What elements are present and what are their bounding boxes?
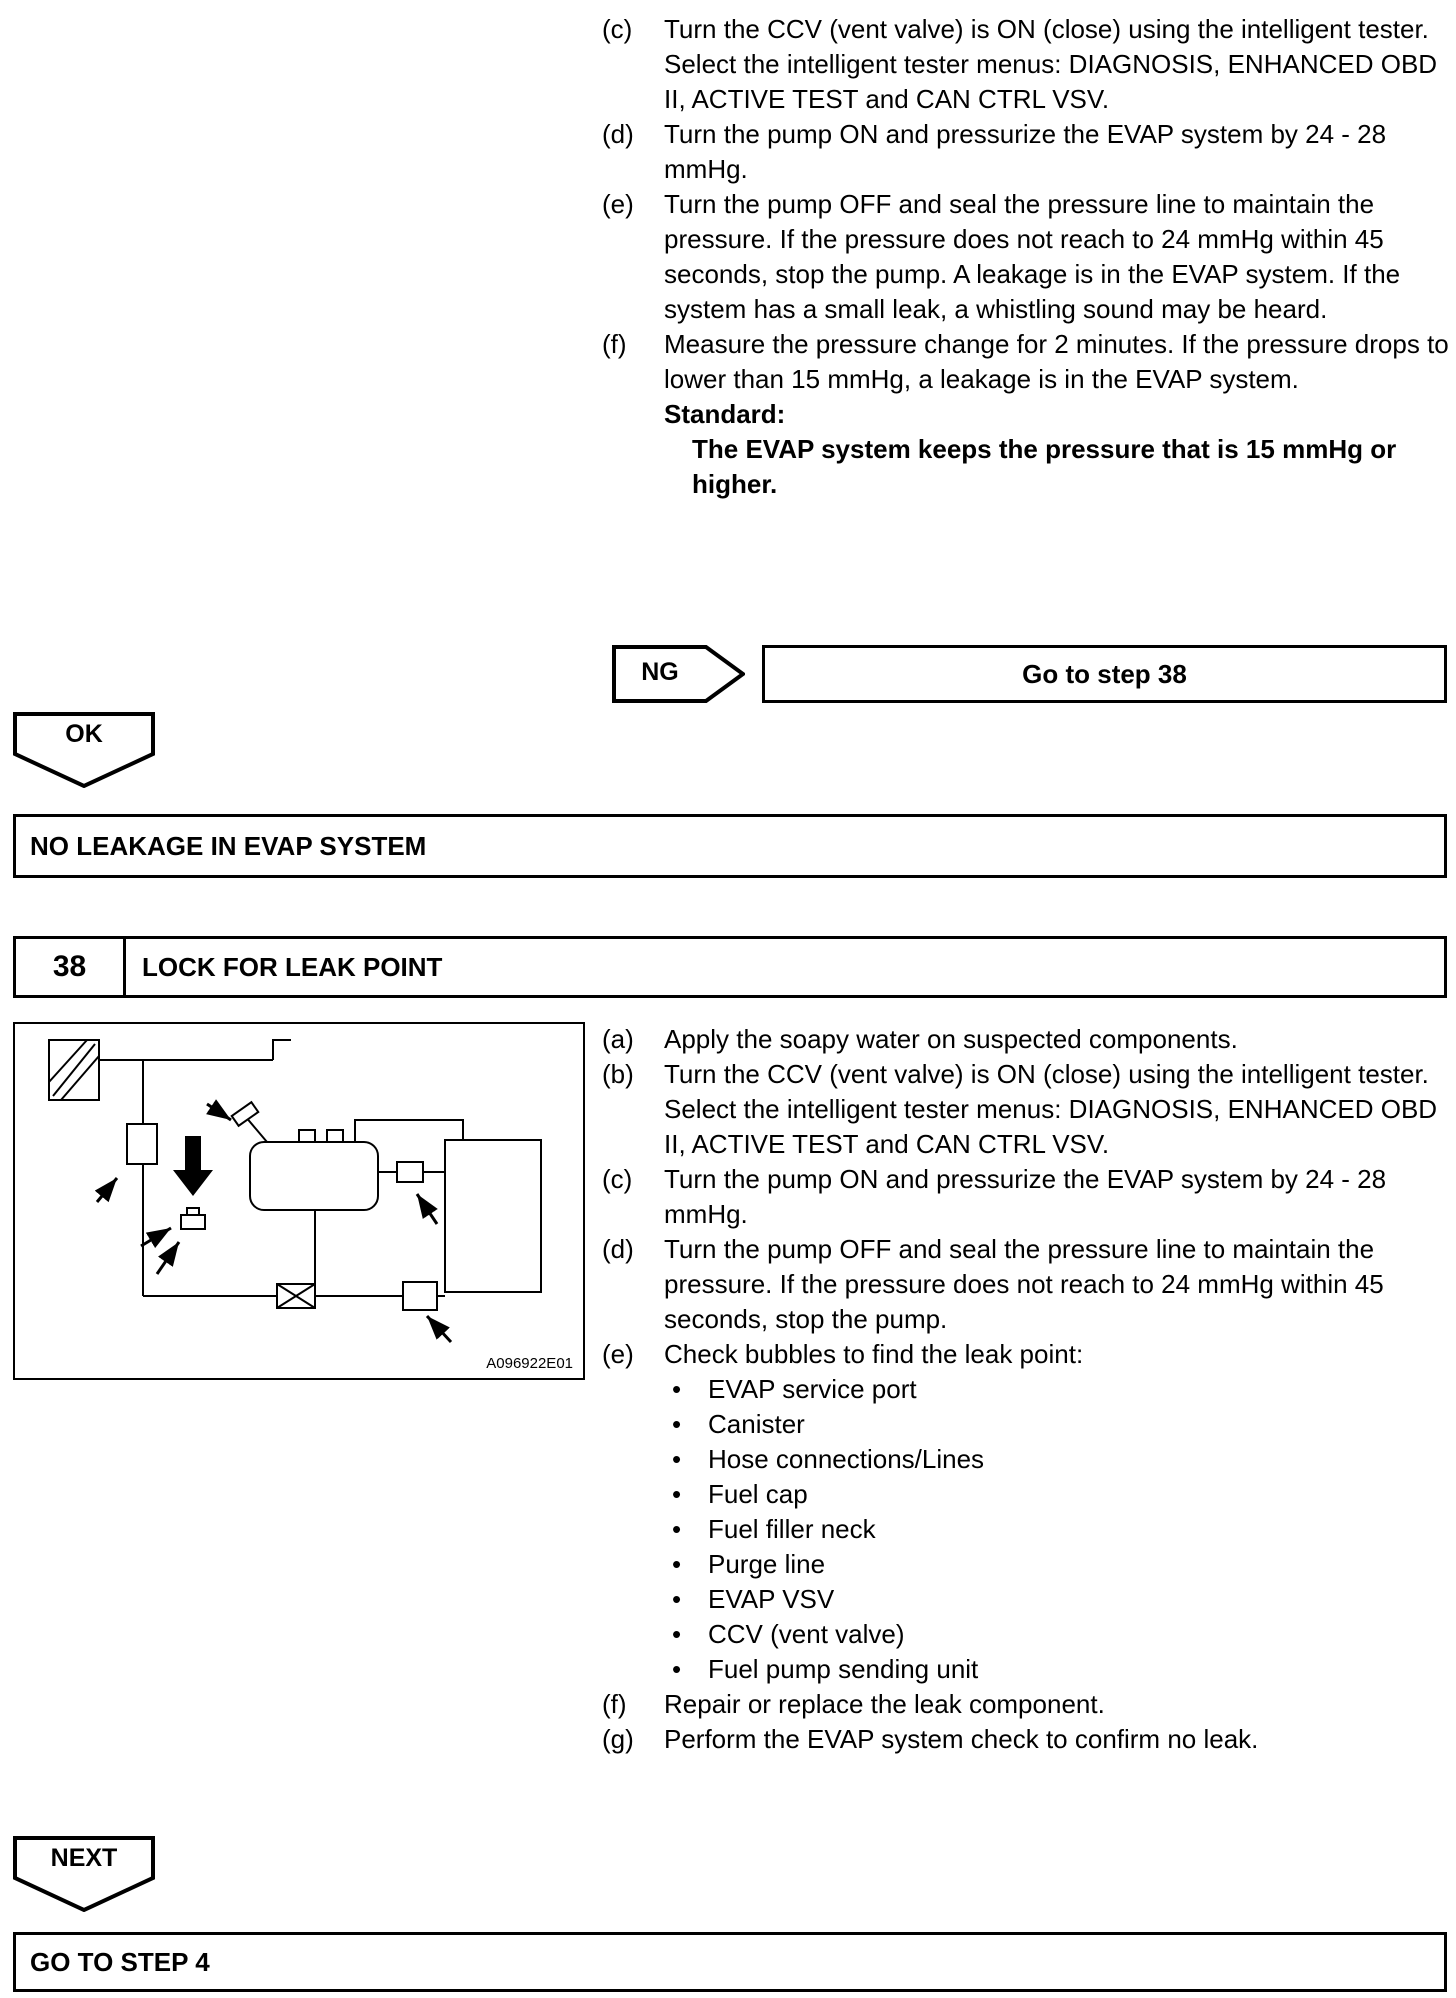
step-label: (g) bbox=[602, 1724, 634, 1754]
leak-point-label: EVAP service port bbox=[708, 1374, 917, 1404]
procedure-steps-top bbox=[602, 12, 1450, 502]
ok-arrow-label: OK bbox=[65, 720, 103, 748]
procedure-step bbox=[602, 12, 1450, 117]
figure-id-label: A096922E01 bbox=[486, 1355, 573, 1372]
standard-heading: Standard: bbox=[664, 399, 786, 429]
procedure-step bbox=[602, 117, 1450, 187]
leak-point-label: Fuel filler neck bbox=[708, 1514, 876, 1544]
leak-point-label: Purge line bbox=[708, 1549, 826, 1579]
step-38-number: 38 bbox=[16, 939, 126, 995]
step-text-body: Measure the pressure change for 2 minutes. If the pressure drops to lower than 15 mmHg, a leakage is in the EVAP system. bbox=[664, 329, 1449, 394]
procedure-step bbox=[602, 1022, 1450, 1057]
bullet-icon: • bbox=[672, 1584, 682, 1614]
ng-arrow-label: NG bbox=[641, 658, 679, 686]
step-text: Turn the pump OFF and seal the pressure line to maintain the pressure. If the pressure does not reach to 24 mmHg within 45 seconds, stop the pump. bbox=[664, 1234, 1384, 1334]
bullet-icon: • bbox=[672, 1514, 682, 1544]
leak-point-item bbox=[664, 1582, 1450, 1617]
step-text: Turn the CCV (vent valve) is ON (close) using the intelligent tester. Select the intelligent tester menus: DIAGNOSIS, ENHANCED OBD II, ACTIVE TEST and CAN CTRL VSV. bbox=[664, 1059, 1438, 1159]
leak-point-label: Fuel cap bbox=[708, 1479, 808, 1509]
procedure-step bbox=[602, 1057, 1450, 1162]
bullet-icon: • bbox=[672, 1654, 682, 1684]
step-text-body: Check bubbles to find the leak point: bbox=[664, 1339, 1084, 1369]
next-arrow-label: NEXT bbox=[50, 1844, 118, 1872]
step-label: (c) bbox=[602, 14, 633, 44]
procedure-steps-step38 bbox=[602, 1022, 1450, 1757]
step-text bbox=[664, 327, 1450, 502]
step-38-title: LOCK FOR LEAK POINT bbox=[142, 951, 443, 982]
bullet-icon: • bbox=[672, 1549, 682, 1579]
leak-point-item bbox=[664, 1547, 1450, 1582]
step-text bbox=[664, 1337, 1450, 1687]
step-text: Turn the CCV (vent valve) is ON (close) using the intelligent tester. Select the intelligent tester menus: DIAGNOSIS, ENHANCED OBD II, ACTIVE TEST and CAN CTRL VSV. bbox=[664, 14, 1438, 114]
procedure-step bbox=[602, 1337, 1450, 1687]
bullet-icon: • bbox=[672, 1444, 682, 1474]
procedure-step bbox=[602, 1687, 1450, 1722]
bullet-icon: • bbox=[672, 1374, 682, 1404]
goto-step-4-banner: GO TO STEP 4 bbox=[13, 1932, 1447, 1992]
step-label: (a) bbox=[602, 1024, 634, 1054]
step-38-header bbox=[13, 936, 1447, 998]
leak-point-item bbox=[664, 1407, 1450, 1442]
step-label: (e) bbox=[602, 1339, 634, 1369]
step-text: Turn the pump ON and pressurize the EVAP system by 24 - 28 mmHg. bbox=[664, 119, 1387, 184]
evap-system-figure bbox=[13, 1022, 585, 1380]
step-label: (f) bbox=[602, 1689, 627, 1719]
leak-point-item bbox=[664, 1617, 1450, 1652]
leak-point-label: EVAP VSV bbox=[708, 1584, 835, 1614]
step-label: (b) bbox=[602, 1059, 634, 1089]
leak-point-item bbox=[664, 1652, 1450, 1687]
standard-value: The EVAP system keeps the pressure that is 15 mmHg or higher. bbox=[692, 434, 1397, 499]
evap-system-diagram bbox=[15, 1024, 583, 1376]
result-banner-no-leakage: NO LEAKAGE IN EVAP SYSTEM bbox=[13, 814, 1447, 878]
step-label: (f) bbox=[602, 329, 627, 359]
leak-point-item bbox=[664, 1442, 1450, 1477]
leak-point-label: Fuel pump sending unit bbox=[708, 1654, 979, 1684]
leak-point-item bbox=[664, 1477, 1450, 1512]
procedure-step bbox=[602, 327, 1450, 502]
procedure-step bbox=[602, 187, 1450, 327]
step-label: (e) bbox=[602, 189, 634, 219]
step-text: Turn the pump OFF and seal the pressure line to maintain the pressure. If the pressure does not reach to 24 mmHg within 45 seconds, stop the pump. A leakage is in the EVAP system. If the system has a small leak, a whistling sound may be heard. bbox=[664, 189, 1401, 324]
step-text: Perform the EVAP system check to confirm no leak. bbox=[664, 1724, 1259, 1754]
procedure-step bbox=[602, 1232, 1450, 1337]
leak-point-label: Canister bbox=[708, 1409, 805, 1439]
step-label: (d) bbox=[602, 119, 634, 149]
next-arrow bbox=[13, 1836, 155, 1912]
step-text: Turn the pump ON and pressurize the EVAP system by 24 - 28 mmHg. bbox=[664, 1164, 1387, 1229]
ok-arrow bbox=[13, 712, 155, 788]
step-text: Apply the soapy water on suspected components. bbox=[664, 1024, 1238, 1054]
ng-action-box: Go to step 38 bbox=[762, 645, 1447, 703]
ng-decision-row bbox=[612, 645, 1447, 703]
step-label: (d) bbox=[602, 1234, 634, 1264]
procedure-step bbox=[602, 1722, 1450, 1757]
bullet-icon: • bbox=[672, 1479, 682, 1509]
leak-point-item bbox=[664, 1372, 1450, 1407]
procedure-step bbox=[602, 1162, 1450, 1232]
bullet-icon: • bbox=[672, 1619, 682, 1649]
leak-point-label: CCV (vent valve) bbox=[708, 1619, 905, 1649]
leak-point-item bbox=[664, 1512, 1450, 1547]
bullet-icon: • bbox=[672, 1409, 682, 1439]
step-label: (c) bbox=[602, 1164, 633, 1194]
ng-arrow bbox=[612, 645, 745, 703]
step-text: Repair or replace the leak component. bbox=[664, 1689, 1105, 1719]
leak-point-label: Hose connections/Lines bbox=[708, 1444, 985, 1474]
